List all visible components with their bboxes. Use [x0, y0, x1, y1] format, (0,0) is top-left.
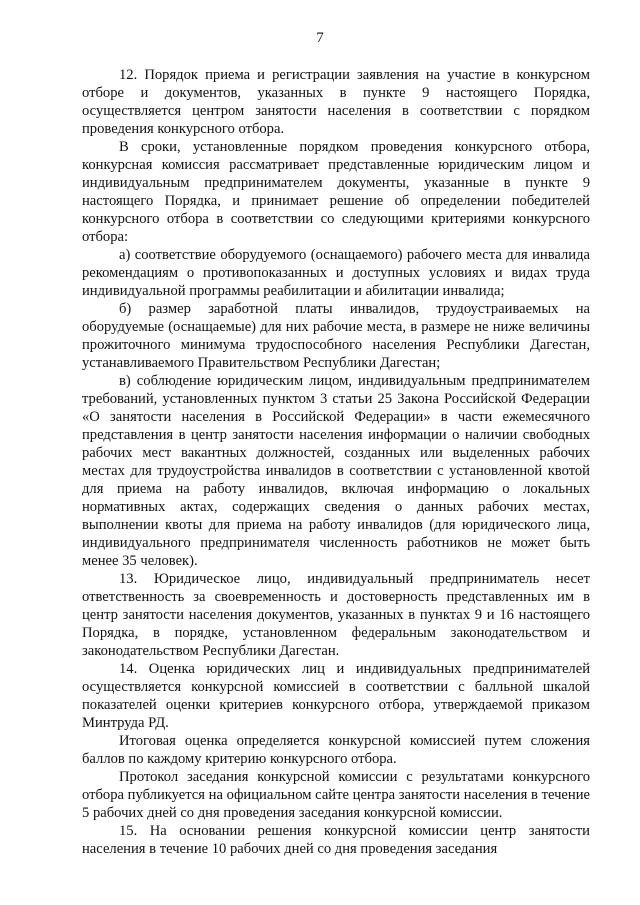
paragraph-12: 12. Порядок приема и регистрации заявления на участие в конкурсном отборе и документов, указанных в пункте 9 настоящего Порядка, осуществляется центром занятости населения в соответствии с порядком проведения конкурсного отбора. [82, 67, 590, 137]
criterion-b: б) размер заработной платы инвалидов, трудоустраиваемых на оборудуемые (оснащаемые) для них рабочие места, в размере не ниже величины прожиточного минимума трудоспособного населения Республики Дагестан, устанавливаемого Правительством Республики Дагестан; [82, 301, 590, 371]
paragraph-final-score: Итоговая оценка определяется конкурсной комиссией путем сложения баллов по каждому критерию конкурсного отбора. [82, 733, 590, 767]
paragraph-15: 15. На основании решения конкурсной комиссии центр занятости населения в течение 10 рабочих дней со дня проведения заседания [82, 823, 590, 857]
criterion-a: а) соответствие оборудуемого (оснащаемого) рабочего места для инвалида рекомендациям о противопоказанных и доступных условиях и видах труда индивидуальной программы реабилитации и абилитации инвалида; [82, 247, 590, 299]
paragraph-14: 14. Оценка юридических лиц и индивидуальных предпринимателей осуществляется конкурсной комиссией в соответствии с балльной шкалой показателей оценки критериев конкурсного отбора, утверждаемой приказом Минтруда РД. [82, 661, 590, 731]
criterion-c: в) соблюдение юридическим лицом, индивидуальным предпринимателем требований, установленных пунктом 3 статьи 25 Закона Российской Федерации «О занятости населения в Российской Федерации» в части ежемесячного представления в центр занятости населения информации о наличии свободных рабочих мест вакантных должностей, созданных или выделенных рабочих местах для трудоустройства инвалидов в соответствии с установленной квотой для приема на работу инвалидов, включая информацию о локальных нормативных актах, содержащих сведения о данных рабочих местах, выполнении квоты для приема на работу инвалидов (для юридического лица, индивидуального предпринимателя численность работников не может быть менее 35 человек). [82, 373, 590, 569]
document-body [82, 66, 590, 858]
paragraph-protocol: Протокол заседания конкурсной комиссии с результатами конкурсного отбора публикуется на официальном сайте центра занятости населения в течение 5 рабочих дней со дня проведения заседания конкурсной комиссии. [82, 769, 590, 821]
paragraph-selection-criteria-intro: В сроки, установленные порядком проведения конкурсного отбора, конкурсная комиссия рассматривает представленные юридическим лицом и индивидуальным предпринимателем документы, указанные в пункте 9 настоящего Порядка, и принимает решение об определении победителей конкурсного отбора в соответствии со следующими критериями конкурсного отбора: [82, 139, 590, 245]
page-number: 7 [316, 30, 324, 46]
paragraph-13: 13. Юридическое лицо, индивидуальный предприниматель несет ответственность за своевременность и достоверность представленных им в центр занятости населения документов, указанных в пунктах 9 и 16 настоящего Порядка, в порядке, установленном федеральным законодательством и законодательством Республики Дагестан. [82, 571, 590, 659]
